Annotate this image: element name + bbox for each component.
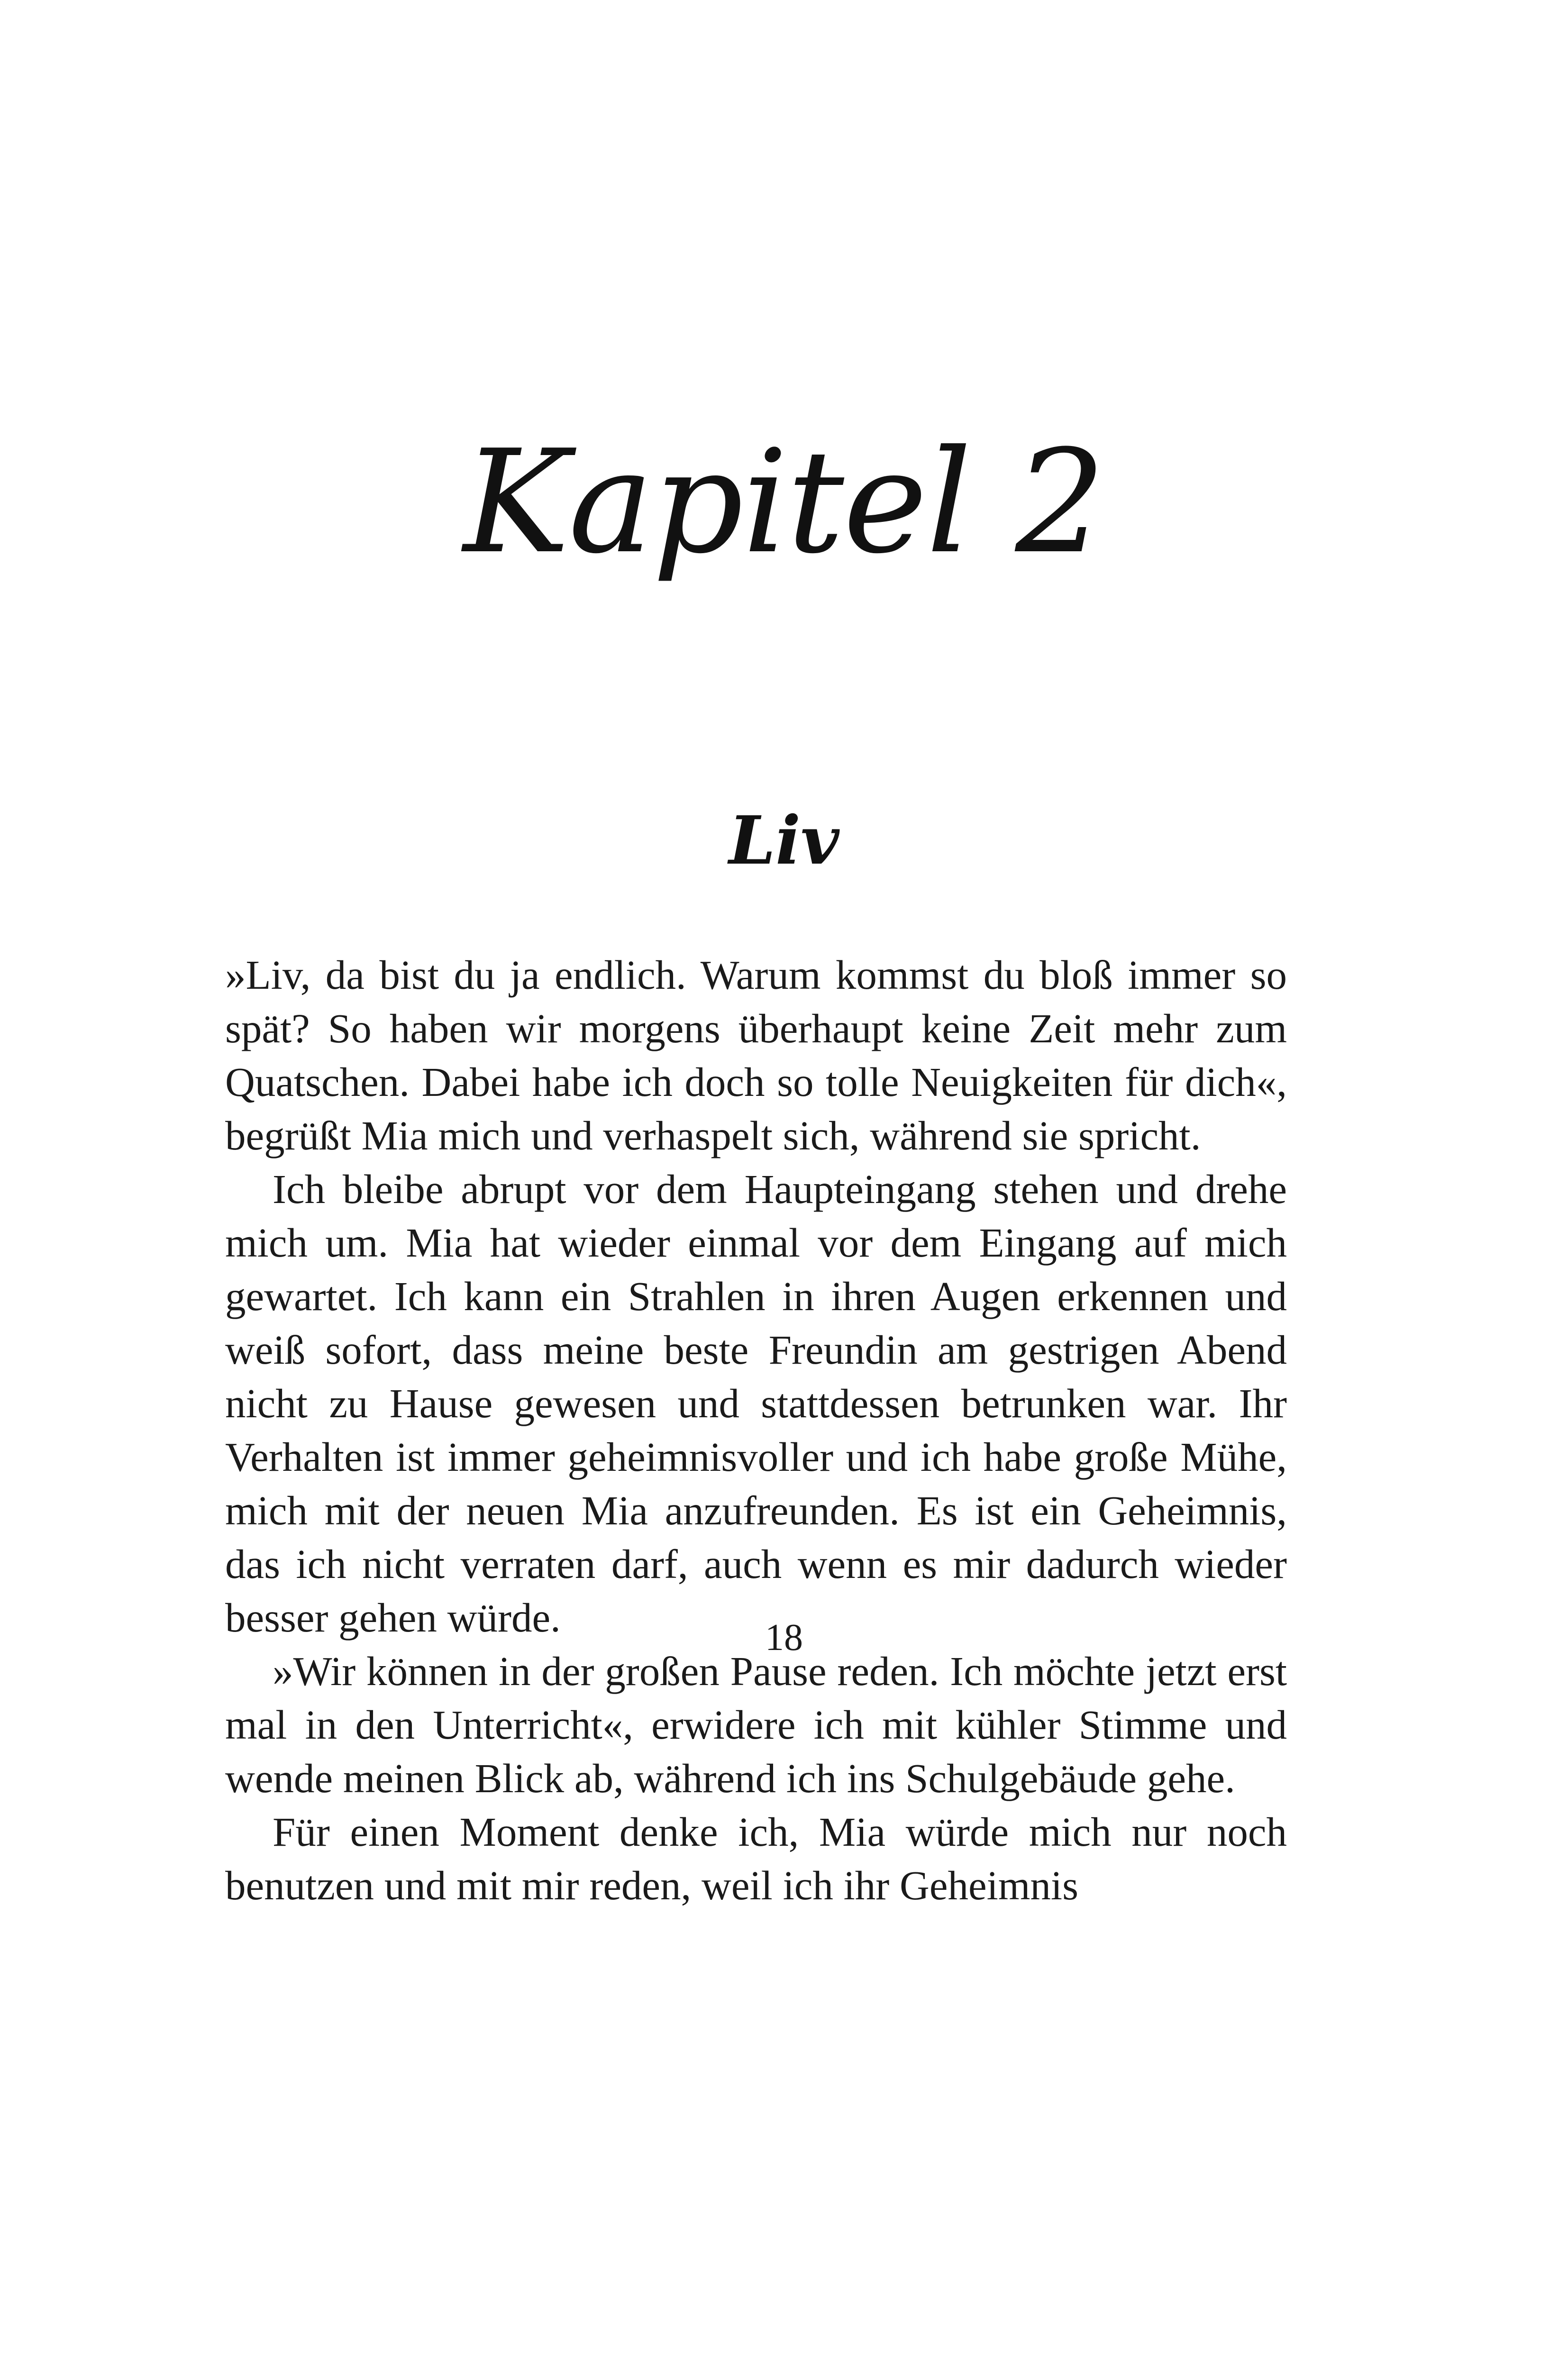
paragraph: Ich bleibe abrupt vor dem Haupteingang stehen und drehe mich um. Mia hat wieder einmal vor dem Eingang auf mich gewartet. Ich kann ein Strahlen in ihren Augen erkennen und weiß sofort, dass meine beste Freundin am gestrigen Abend nicht zu Hause gewesen und stattdessen betrunken war. Ihr Verhalten ist immer geheimnisvoller und ich habe große Mühe, mich mit der neuen Mia anzufreunden. Es ist ein Geheimnis, das ich nicht verraten darf, auch wenn es mir dadurch wieder besser gehen würde.	[225, 1166, 1287, 1641]
paragraph: »Wir können in der großen Pause reden. Ich möchte jetzt erst mal in den Unterricht«, erwidere ich mit kühler Stimme und wende meinen Blick ab, während ich ins Schulgebäude gehe.	[225, 1648, 1287, 1801]
body-text	[225, 948, 1287, 1912]
page-number: 18	[765, 1617, 803, 1659]
paragraph: »Liv, da bist du ja endlich. Warum kommst du bloß immer so spät? So haben wir morgens überhaupt keine Zeit mehr zum Quatschen. Dabei habe ich doch so tolle Neuigkeiten für dich«, begrüßt Mia mich und verhaspelt sich, während sie spricht.	[225, 952, 1287, 1158]
pov-character-name: Liv	[729, 802, 839, 880]
paragraph: Für einen Moment denke ich, Mia würde mich nur noch benutzen und mit mir reden, weil ich ihr Geheimnis	[225, 1809, 1287, 1908]
chapter-title: Kapitel 2	[463, 419, 1105, 585]
